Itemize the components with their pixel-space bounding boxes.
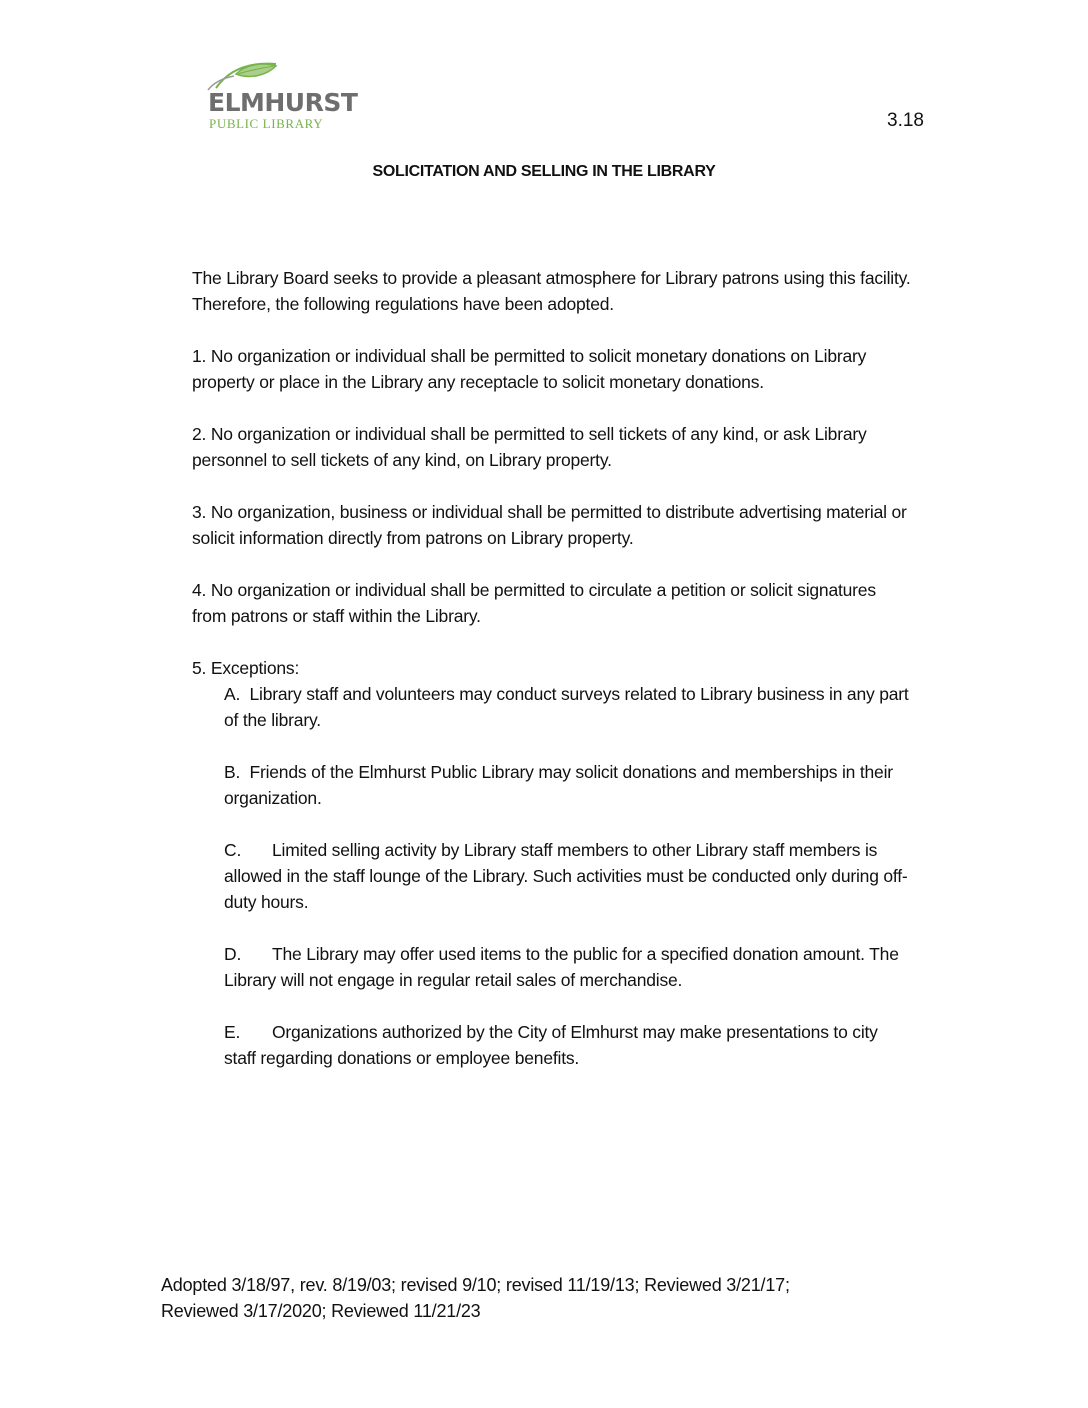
- page-title: SOLICITATION AND SELLING IN THE LIBRARY: [372, 163, 716, 180]
- logo-subtitle: PUBLIC LIBRARY: [209, 116, 324, 131]
- exception-letter: D.: [224, 944, 242, 964]
- exception-text: Limited selling activity by Library staff members to other Library staff members is allowed in the staff lounge of the Library. Such activities must be conducted only during off-duty hours.: [224, 840, 908, 912]
- exception-letter: C.: [224, 840, 242, 860]
- exception-text: Library staff and volunteers may conduct surveys related to Library business in any part of the library.: [224, 684, 909, 730]
- rule-3: 3. No organization, business or individual shall be permitted to distribute advertising material or solicit information directly from patrons on Library property.: [192, 502, 907, 548]
- exception-a: [224, 681, 912, 733]
- rule-1: 1. No organization or individual shall be permitted to solicit monetary donations on Library property or place in the Library any receptacle to solicit monetary donations.: [192, 346, 867, 392]
- exception-e: [224, 1019, 912, 1071]
- exception-b: [224, 759, 912, 811]
- library-logo: [206, 60, 366, 132]
- exception-text: The Library may offer used items to the public for a specified donation amount. The Library will not engage in regular retail sales of merchandise.: [224, 944, 899, 990]
- logo-name: ELMHURST: [208, 88, 358, 117]
- revision-line-2: Reviewed 3/17/2020; Reviewed 11/21/23: [161, 1301, 481, 1321]
- exceptions-heading: 5. Exceptions:: [192, 658, 300, 678]
- exception-d: [224, 941, 912, 993]
- exception-letter: E.: [224, 1022, 241, 1042]
- exception-text: Organizations authorized by the City of Elmhurst may make presentations to city staff regarding donations or employee benefits.: [224, 1022, 878, 1068]
- exception-letter: A.: [224, 684, 241, 704]
- document-body: [192, 265, 912, 1097]
- revision-line-1: Adopted 3/18/97, rev. 8/19/03; revised 9/10; revised 11/19/13; Reviewed 3/21/17;: [161, 1275, 790, 1295]
- exceptions-section: [192, 655, 912, 1071]
- exception-letter: B.: [224, 762, 241, 782]
- rule-2: 2. No organization or individual shall be permitted to sell tickets of any kind, or ask Library personnel to sell tickets of any kind, on Library property.: [192, 424, 867, 470]
- page-number: 3.18: [887, 110, 924, 131]
- exception-c: [224, 837, 912, 915]
- revision-history: [161, 1272, 921, 1324]
- rule-4: 4. No organization or individual shall be permitted to circulate a petition or solicit signatures from patrons or staff within the Library.: [192, 580, 876, 626]
- exception-text: Friends of the Elmhurst Public Library may solicit donations and memberships in their organization.: [224, 762, 893, 808]
- intro-paragraph: The Library Board seeks to provide a pleasant atmosphere for Library patrons using this facility. Therefore, the following regulations have been adopted.: [192, 268, 911, 314]
